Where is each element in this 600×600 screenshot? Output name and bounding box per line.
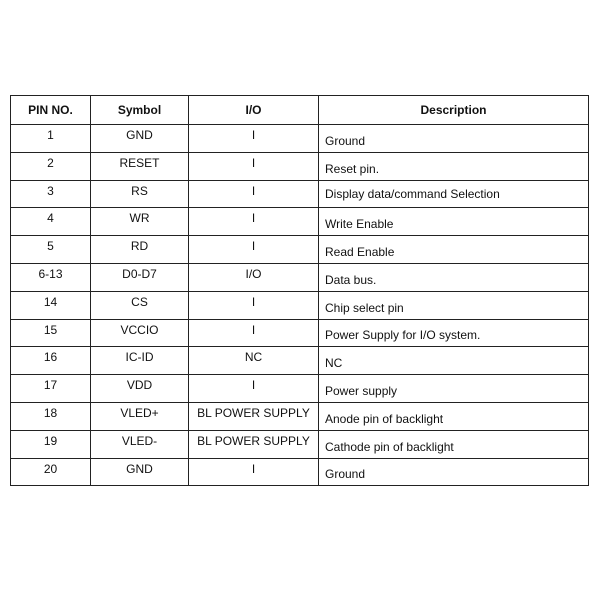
header-description: Description: [319, 96, 589, 125]
table-header-row: [11, 96, 589, 125]
symbol-cell: RESET: [91, 152, 189, 180]
symbol-cell: VDD: [91, 375, 189, 403]
io-cell: I: [189, 152, 319, 180]
pin-number-cell: 3: [11, 180, 91, 208]
io-cell: BL POWER SUPPLY: [189, 402, 319, 430]
pin-number-cell: 20: [11, 458, 91, 486]
io-cell: I: [189, 291, 319, 319]
io-cell: I: [189, 180, 319, 208]
description-cell: Ground: [319, 458, 589, 486]
table-row: [11, 319, 589, 347]
description-cell: Cathode pin of backlight: [319, 430, 589, 458]
header-pin-no: PIN NO.: [11, 96, 91, 125]
io-cell: I: [189, 458, 319, 486]
symbol-cell: GND: [91, 125, 189, 153]
symbol-cell: IC-ID: [91, 347, 189, 375]
symbol-cell: VCCIO: [91, 319, 189, 347]
table-row: [11, 208, 589, 236]
symbol-cell: VLED-: [91, 430, 189, 458]
io-cell: I: [189, 125, 319, 153]
symbol-cell: WR: [91, 208, 189, 236]
header-io: I/O: [189, 96, 319, 125]
table-row: [11, 152, 589, 180]
description-cell: Reset pin.: [319, 152, 589, 180]
pin-number-cell: 6-13: [11, 263, 91, 291]
pin-number-cell: 4: [11, 208, 91, 236]
io-cell: I: [189, 375, 319, 403]
symbol-cell: GND: [91, 458, 189, 486]
table-row: [11, 263, 589, 291]
symbol-cell: VLED+: [91, 402, 189, 430]
symbol-cell: CS: [91, 291, 189, 319]
pin-number-cell: 18: [11, 402, 91, 430]
pin-number-cell: 2: [11, 152, 91, 180]
io-cell: NC: [189, 347, 319, 375]
description-cell: Display data/command Selection: [319, 180, 589, 208]
pin-number-cell: 5: [11, 236, 91, 264]
io-cell: I: [189, 319, 319, 347]
io-cell: I/O: [189, 263, 319, 291]
table-row: [11, 375, 589, 403]
table-row: [11, 430, 589, 458]
table-row: [11, 236, 589, 264]
pin-number-cell: 17: [11, 375, 91, 403]
table-row: [11, 291, 589, 319]
description-cell: Power supply: [319, 375, 589, 403]
io-cell: BL POWER SUPPLY: [189, 430, 319, 458]
header-symbol: Symbol: [91, 96, 189, 125]
description-cell: Read Enable: [319, 236, 589, 264]
description-cell: Anode pin of backlight: [319, 402, 589, 430]
table-row: [11, 458, 589, 486]
symbol-cell: D0-D7: [91, 263, 189, 291]
pin-number-cell: 1: [11, 125, 91, 153]
pin-number-cell: 14: [11, 291, 91, 319]
description-cell: NC: [319, 347, 589, 375]
description-cell: Chip select pin: [319, 291, 589, 319]
description-cell: Write Enable: [319, 208, 589, 236]
table-row: [11, 180, 589, 208]
symbol-cell: RD: [91, 236, 189, 264]
table-row: [11, 347, 589, 375]
table-row: [11, 402, 589, 430]
pin-number-cell: 19: [11, 430, 91, 458]
pin-number-cell: 15: [11, 319, 91, 347]
pin-definition-table: [10, 95, 589, 486]
table-row: [11, 125, 589, 153]
description-cell: Data bus.: [319, 263, 589, 291]
io-cell: I: [189, 208, 319, 236]
description-cell: Ground: [319, 125, 589, 153]
symbol-cell: RS: [91, 180, 189, 208]
pin-number-cell: 16: [11, 347, 91, 375]
description-cell: Power Supply for I/O system.: [319, 319, 589, 347]
io-cell: I: [189, 236, 319, 264]
